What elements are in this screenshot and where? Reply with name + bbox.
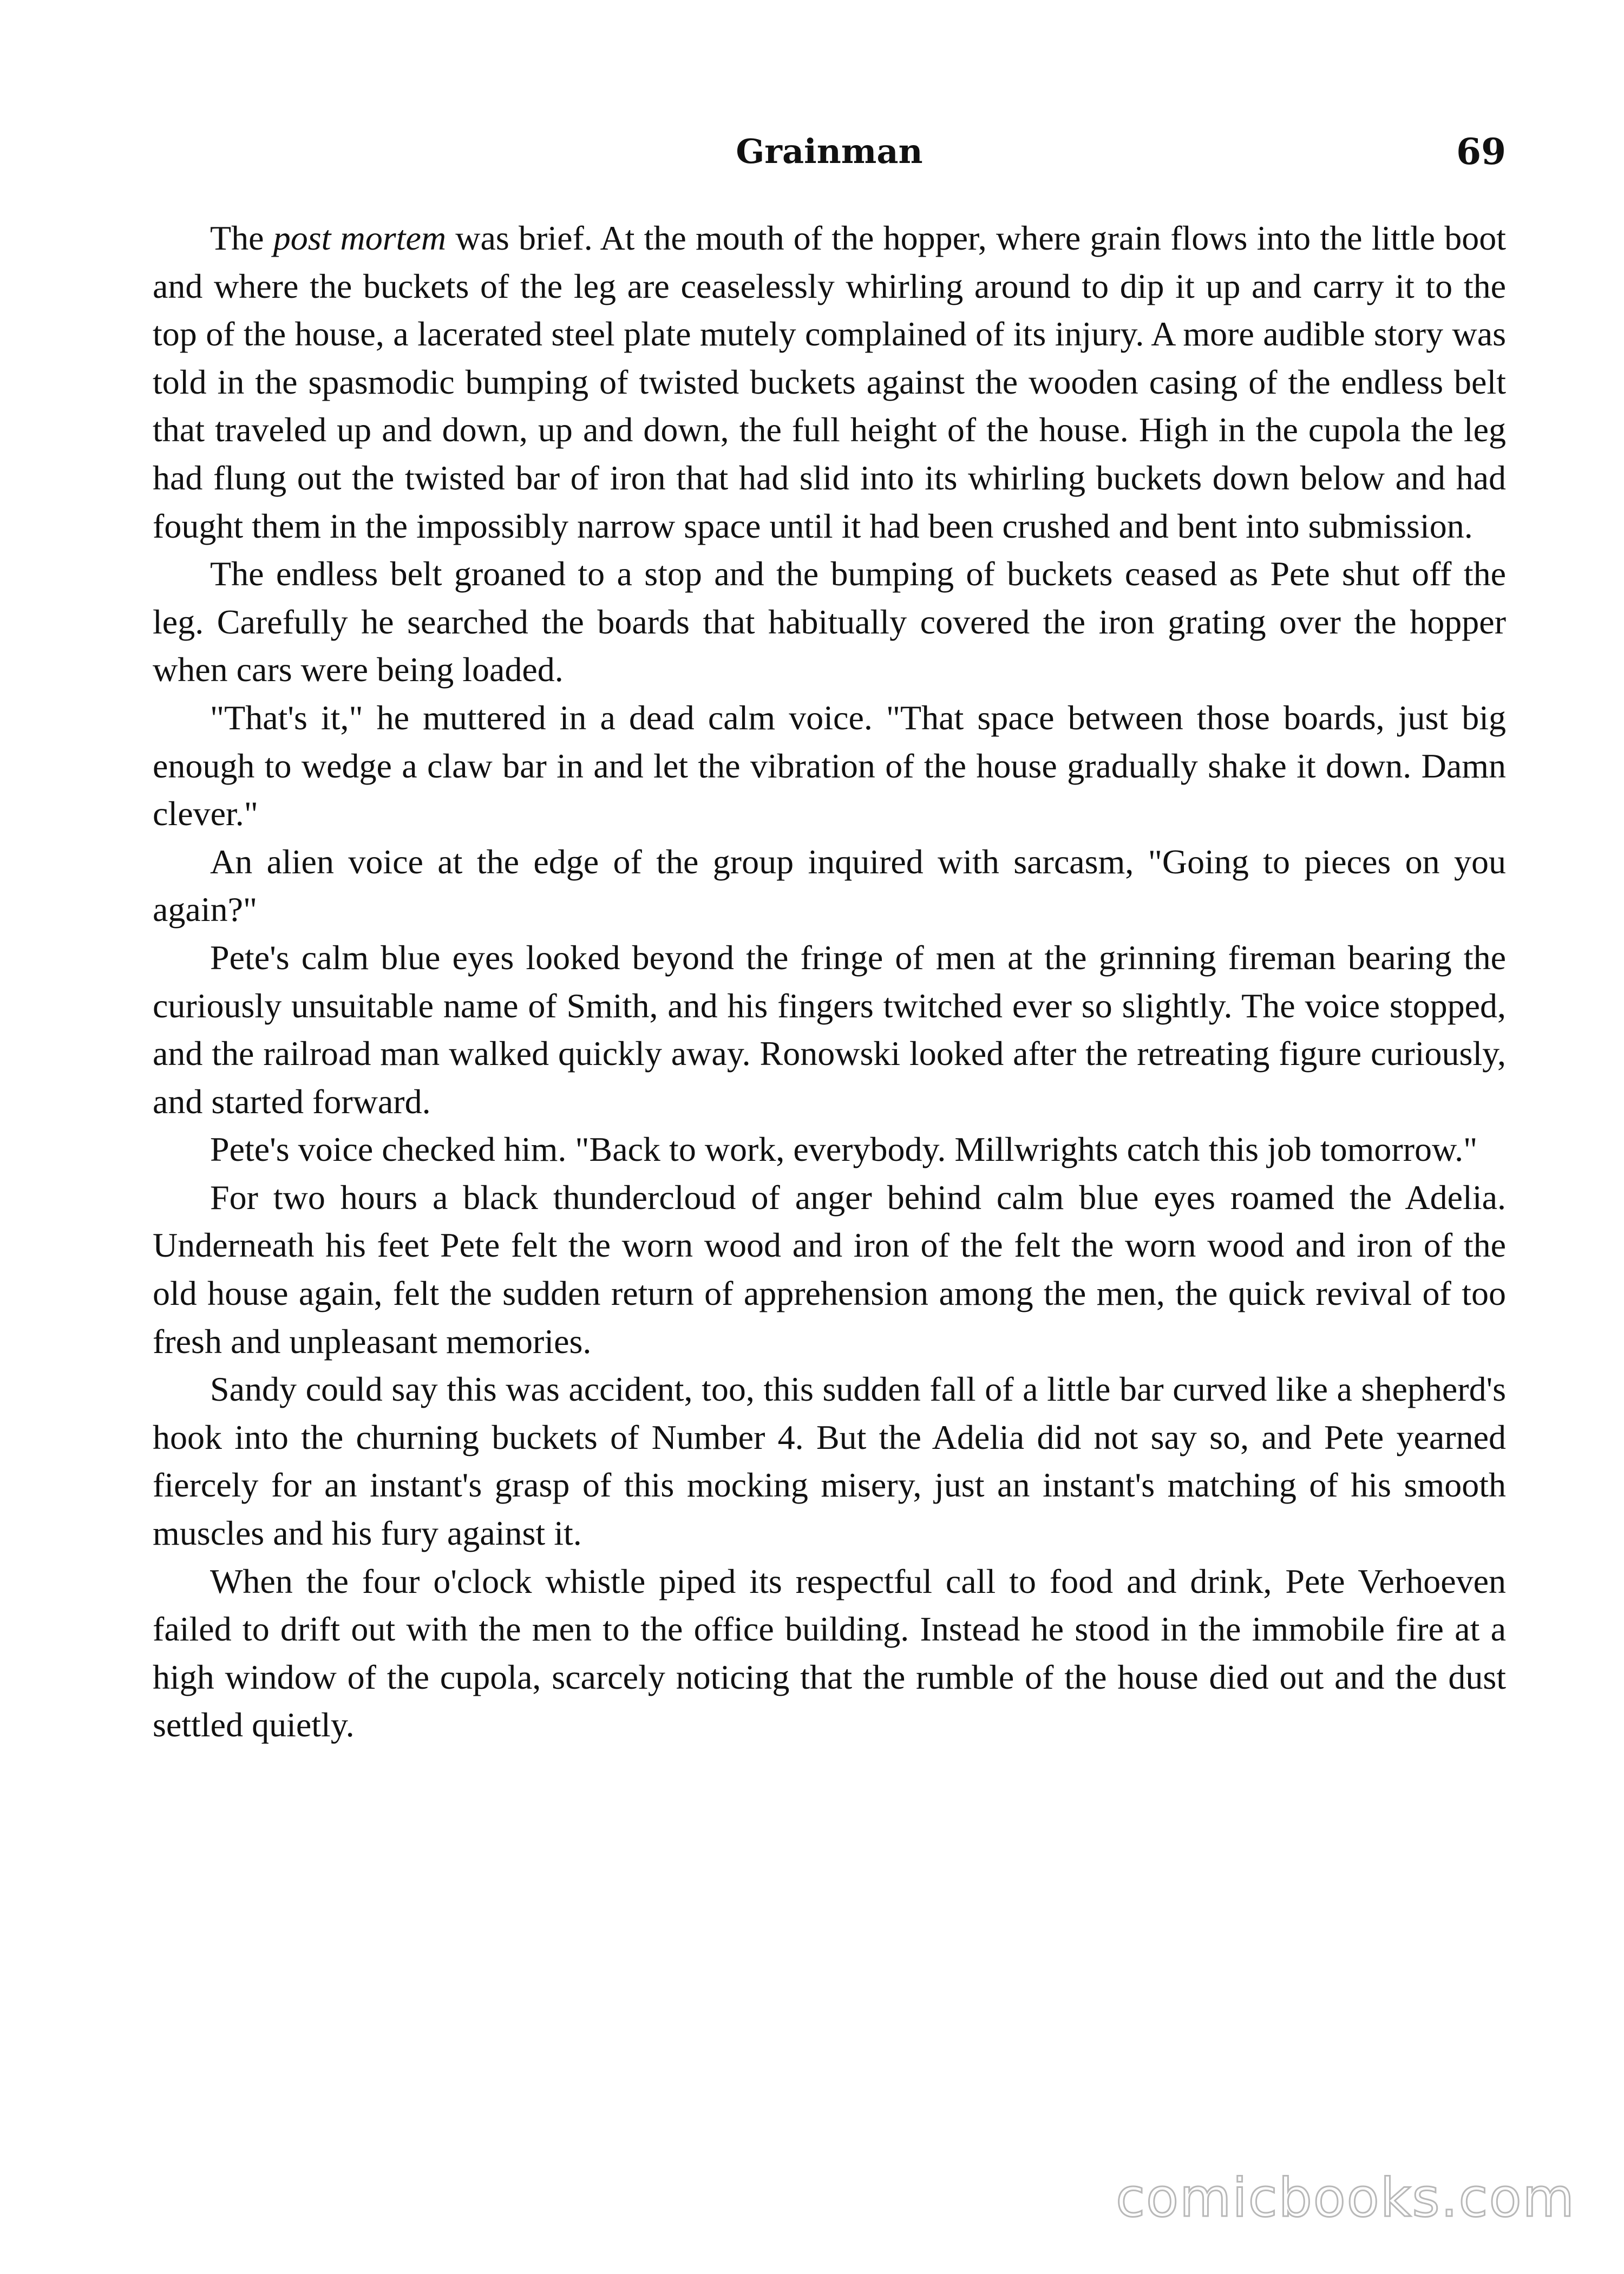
body-text [153,214,1506,1749]
paragraph-3: "That's it," he muttered in a dead calm voice. "That space between those boards, just big enough to wedge a claw bar in and let the vibration of the house gradually shake it down. Damn clever." [153,698,1506,833]
paragraph-1-lead: The [210,219,273,257]
running-title: Grainman [736,132,923,171]
page-header [153,125,1506,179]
paragraph-5: Pete's calm blue eyes looked beyond the fringe of men at the grinning fireman bearing the curiously unsuitable name of Smith, and his fingers twitched ever so slightly. The voice stopped, and the railroad man walked quickly away. Ronowski looked after the retreating figure curiously, and started forward. [153,938,1506,1121]
page-number: 69 [1456,130,1506,173]
paragraph-4: An alien voice at the edge of the group inquired with sarcasm, "Going to pieces on you again?" [153,842,1506,929]
paragraph-1 [153,214,1506,550]
paragraph-9: When the four o'clock whistle piped its respectful call to food and drink, Pete Verhoeven failed to drift out with the men to the office building. Instead he stood in the immobile fire at a high window of the cupola, scarcely noticing that the rumble of the house died out and the dust settled quietly. [153,1561,1506,1744]
paragraph-2: The endless belt groaned to a stop and the bumping of buckets ceased as Pete shut off the leg. Carefully he searched the boards that habitually covered the iron grating over the hopper when cars were being loaded. [153,554,1506,689]
paragraph-7: For two hours a black thundercloud of anger behind calm blue eyes roamed the Adelia. Underneath his feet Pete felt the worn wood and iron of the felt the worn wood and iron of the old house again, felt the sudden return of apprehension among the men, the quick revival of too fresh and unpleasant memories. [153,1178,1506,1361]
paragraph-1-rest: was brief. At the mouth of the hopper, where grain flows into the little boot and where the buckets of the leg are ceaselessly whirling around to dip it up and carry it to the top of the house, a lacerated steel plate mutely complained of its injury. A more audible story was told in the spasmodic bumping of twisted buckets against the wooden casing of the endless belt that traveled up and down, up and down, the full height of the house. High in the cupola the leg had flung out the twisted bar of iron that had slid into its whirling buckets down below and had fought them in the impossibly narrow space until it had been crushed and bent into submission. [153,219,1507,545]
watermark: comicbooks.com [1116,2167,1575,2229]
paragraph-6: Pete's voice checked him. "Back to work, everybody. Millwrights catch this job tomorrow." [210,1130,1478,1169]
paragraph-1-italic: post mortem [273,219,447,257]
paragraph-8: Sandy could say this was accident, too, this sudden fall of a little bar curved like a shepherd's hook into the churning buckets of Number 4. But the Adelia did not say so, and Pete yearned fiercely for an instant's grasp of this mocking misery, just an instant's matching of his smooth muscles and his fury against it. [153,1370,1506,1553]
